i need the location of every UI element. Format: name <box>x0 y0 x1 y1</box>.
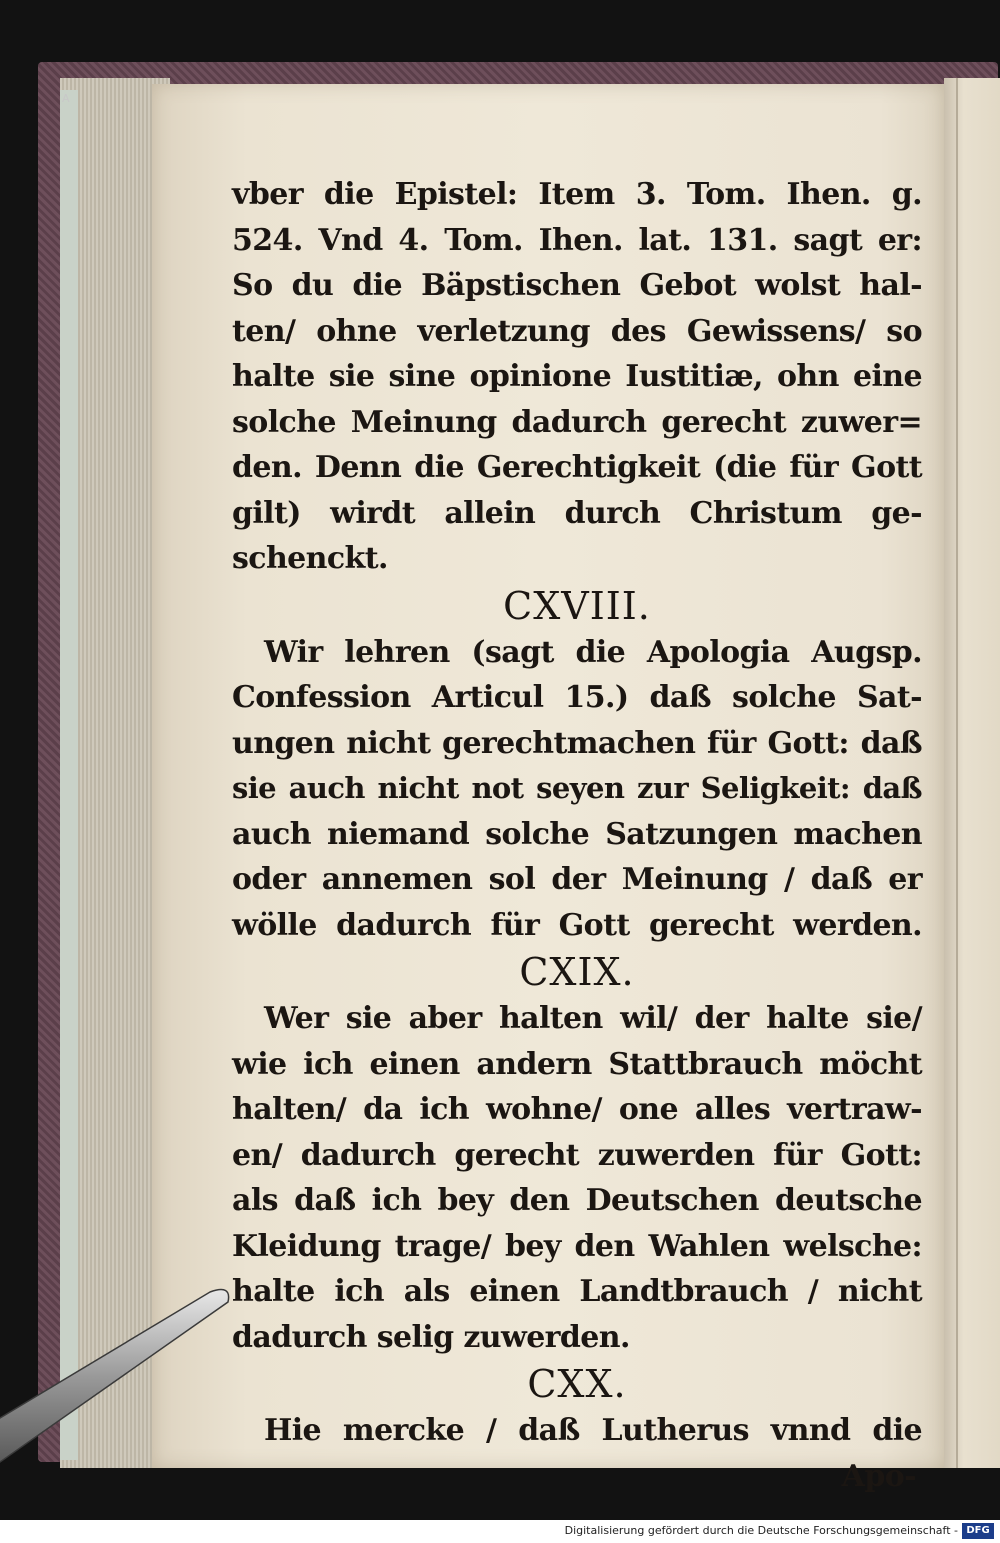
text-line: halten/ da ich wohne/ one alles vertraw- <box>232 1092 922 1127</box>
text-line: wie ich einen andern Stattbrauch möcht <box>232 1046 922 1082</box>
text-line: ungen nicht gerechtmachen für Gott: daß <box>232 725 922 761</box>
dfg-logo: DFG <box>962 1523 994 1539</box>
text-line: wölle dadurch für Gott gerecht werden. <box>232 907 922 943</box>
footer-bar <box>0 1520 1000 1543</box>
text-line: dadurch selig zuwerden. <box>232 1319 630 1355</box>
text-line: Wer sie aber halten wil/ der halte sie/ <box>264 1001 922 1036</box>
corner-letter: A <box>62 92 70 105</box>
text-line: den. Denn die Gerechtigkeit (die für Gott <box>232 450 922 485</box>
text-line: sie auch nicht not seyen zur Seligkeit: daß <box>232 771 922 805</box>
text-line: Wir lehren (sagt die Apologia Augsp. <box>264 634 922 670</box>
text-line: vber die Epistel: Item 3. Tom. Ihen. g. <box>232 177 922 212</box>
paper-knife <box>0 1240 270 1480</box>
text-line: So du die Bäpstischen Gebot wolst hal- <box>232 268 922 303</box>
catchword: Apo- <box>841 1458 916 1494</box>
funding-credit: Digitalisierung gefördert durch die Deutsche Forschungsgemeinschaft - <box>564 1524 958 1537</box>
text-line: als daß ich bey den Deutschen deutsche <box>232 1183 922 1218</box>
section-heading: CXIX. <box>519 950 635 994</box>
text-line: halte ich als einen Landtbrauch / nicht <box>232 1274 922 1309</box>
text-line: Confession Articul 15.) daß solche Sat- <box>232 680 922 715</box>
page-text <box>232 172 922 1499</box>
text-line: gilt) wirdt allein durch Christum ge- <box>232 495 922 531</box>
text-line: solche Meinung dadurch gerecht zuwer= <box>232 404 922 440</box>
section-heading: CXX. <box>527 1362 627 1406</box>
text-line: en/ dadurch gerecht zuwerden für Gott: <box>232 1137 922 1173</box>
text-line: 524. Vnd 4. Tom. Ihen. lat. 131. sagt er: <box>232 222 922 258</box>
text-line: schenckt. <box>232 541 388 576</box>
text-line: halte sie sine opinione Iustitiæ, ohn eine <box>232 359 922 394</box>
text-line: Hie mercke / daß Lutherus vnnd die <box>264 1413 922 1448</box>
section-heading: CXVIII. <box>503 583 651 628</box>
gutter <box>956 78 958 1468</box>
text-line: Kleidung trage/ bey den Wahlen welsche: <box>232 1228 922 1264</box>
text-line: oder annemen sol der Meinung / daß er <box>232 862 922 897</box>
facing-page <box>944 78 1000 1468</box>
text-line: ten/ ohne verletzung des Gewissens/ so <box>232 313 922 349</box>
text-line: auch niemand solche Satzungen machen <box>232 816 922 852</box>
